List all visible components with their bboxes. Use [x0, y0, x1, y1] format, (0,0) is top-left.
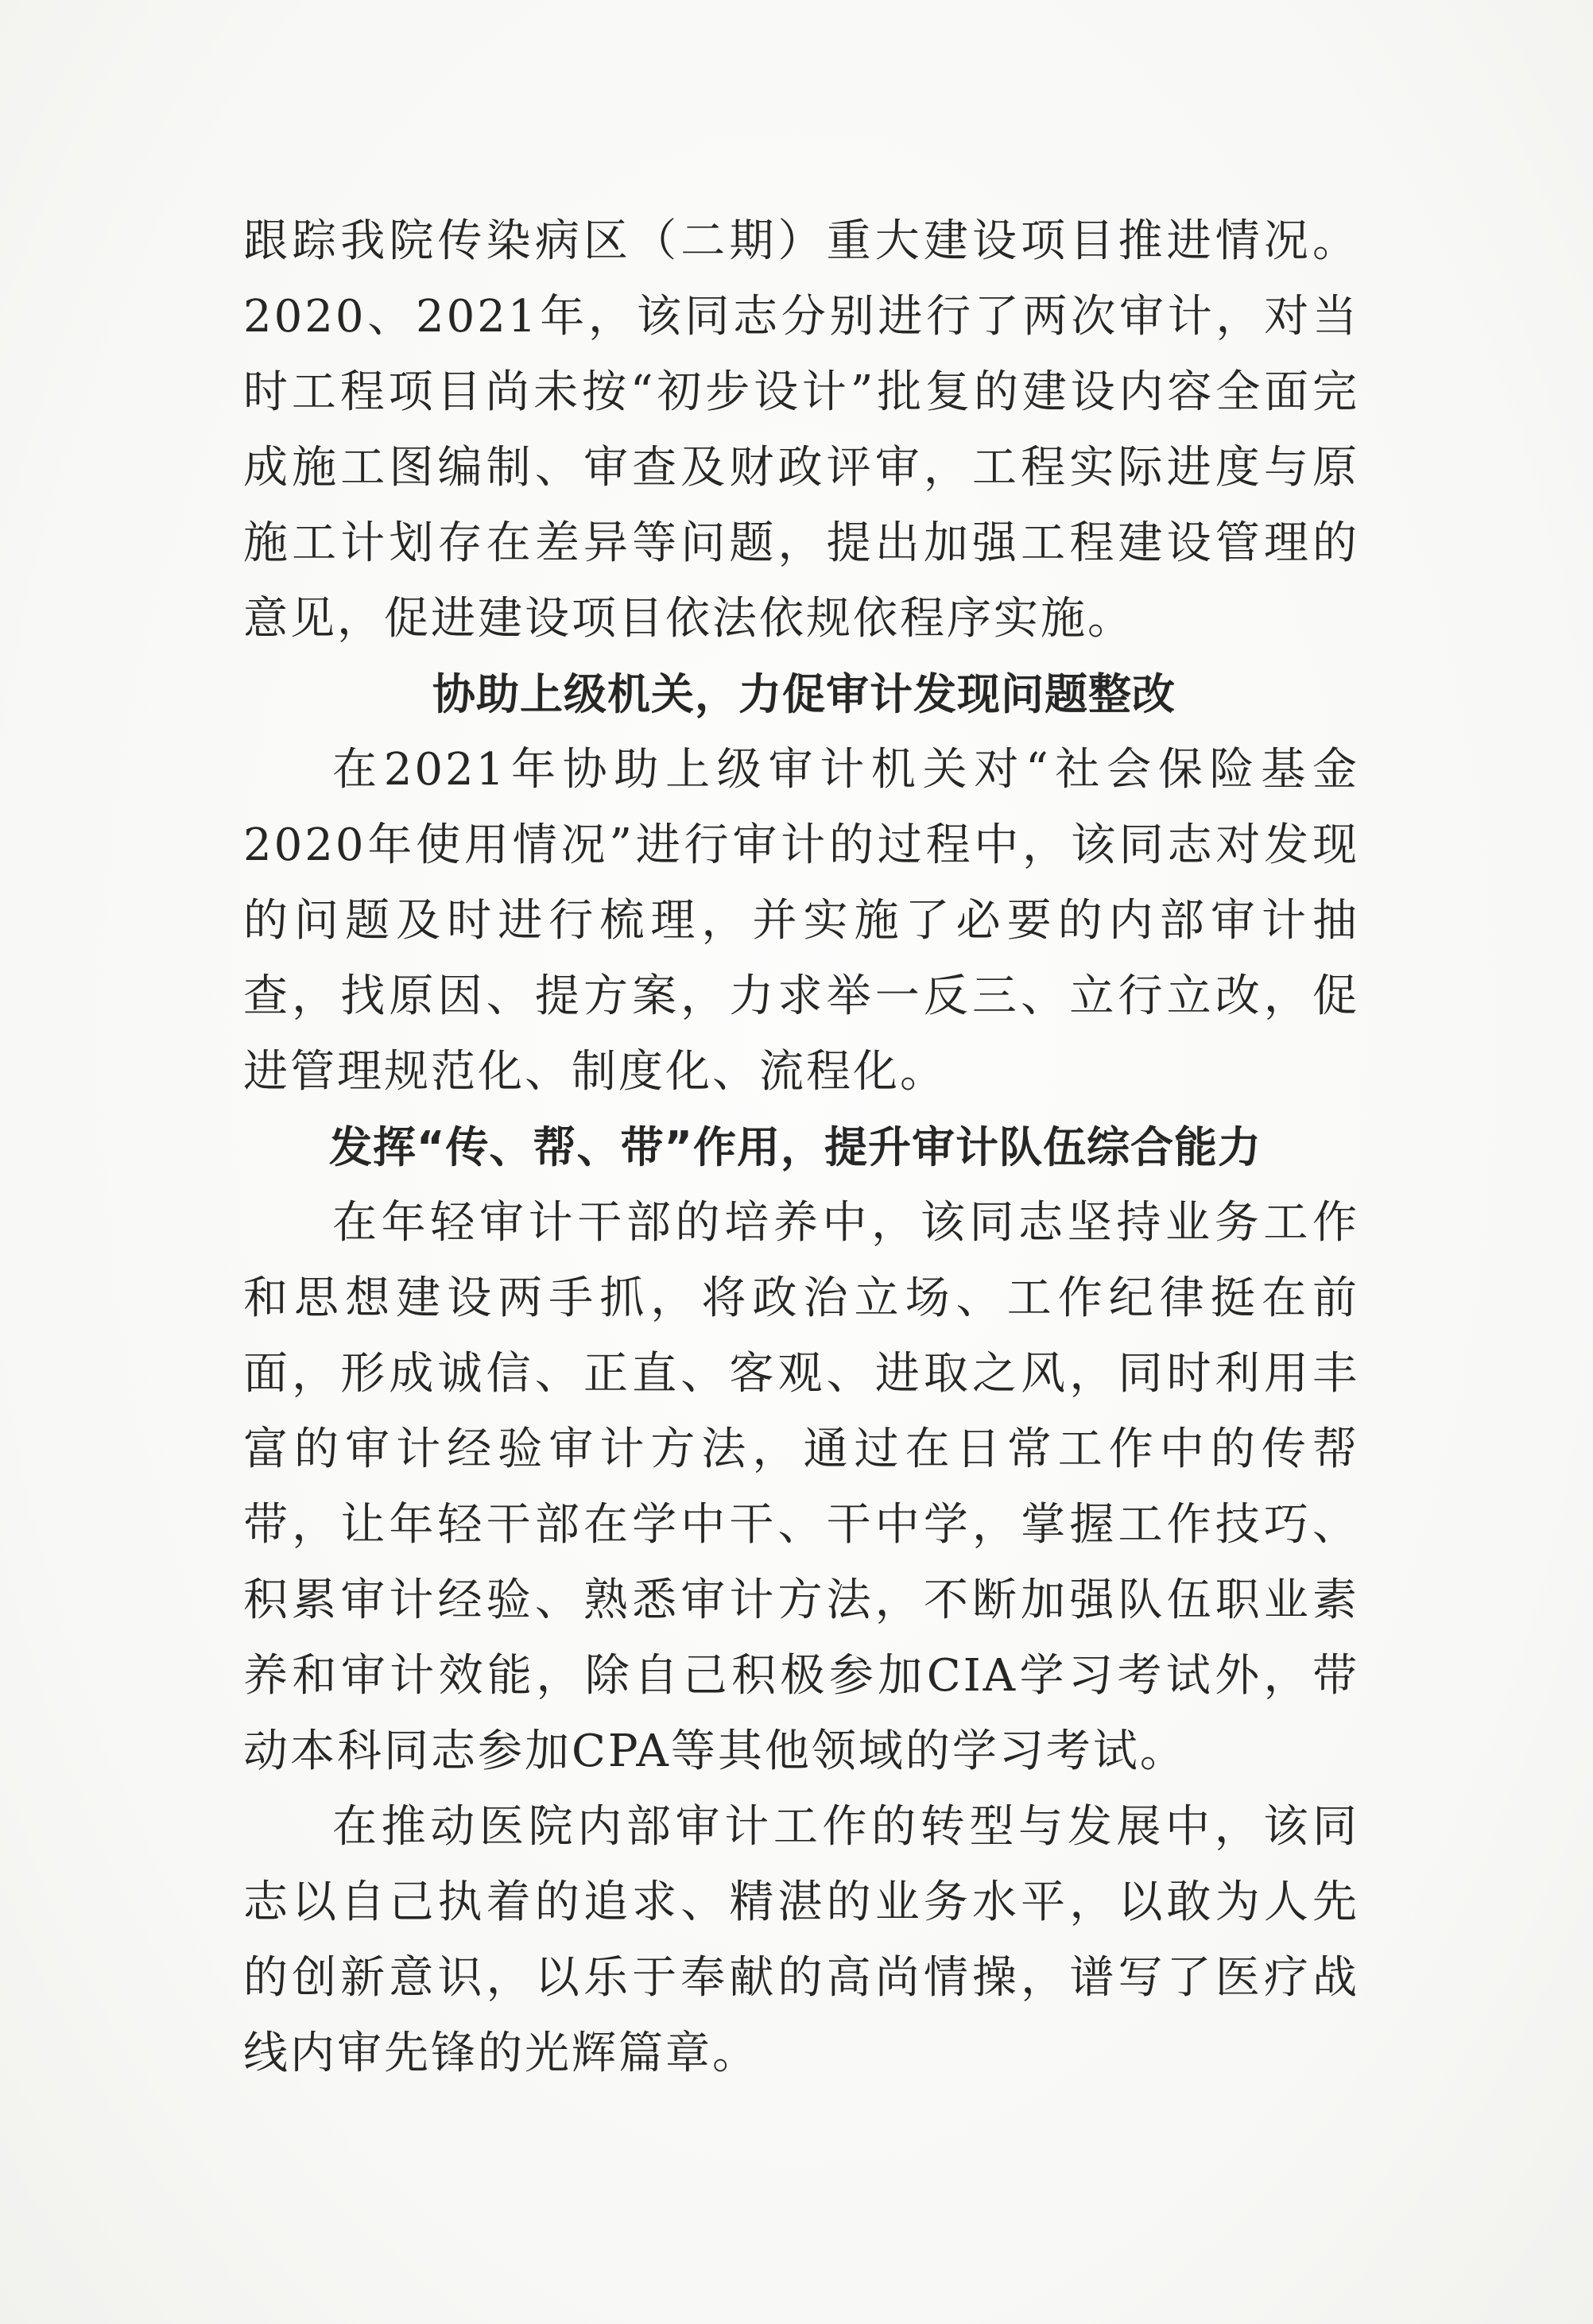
section-heading-2: 发挥“传、帮、带”作用，提升审计队伍综合能力 — [329, 1122, 1262, 1172]
paragraph-continued: 跟踪我院传染病区（二期）重大建设项目推进情况。2020、2021年，该同志分别进行了两次审计，对当时工程项目尚未按“初步设计”批复的建设内容全面完成施工图编制、审查及财政评审，工程实际进度与原施工计划存在差异等问题，提出加强工程建设管理的意见，促进建设项目依法依规依程序实施。 — [243, 215, 1359, 645]
section-heading-1: 协助上级机关，力促审计发现问题整改 — [432, 669, 1176, 719]
document-body — [243, 203, 1359, 2091]
paragraph-2: 在年轻审计干部的培养中，该同志坚持业务工作和思想建设两手抓，将政治立场、工作纪律挺在前面，形成诚信、正直、客观、进取之风，同时利用丰富的审计经验审计方法，通过在日常工作中的传帮带，让年轻干部在学中干、干中学，掌握工作技巧、积累审计经验、熟悉审计方法，不断加强队伍职业素养和审计效能，除自己积极参加CIA学习考试外，带动本科同志参加CPA等其他领域的学习考试。 — [243, 1197, 1359, 1777]
paragraph-1: 在2021年协助上级审计机关对“社会保险基金2020年使用情况”进行审计的过程中，该同志对发现的问题及时进行梳理，并实施了必要的内部审计抽查，找原因、提方案，力求举一反三、立行立改，促进管理规范化、制度化、流程化。 — [243, 744, 1359, 1098]
paragraph-3: 在推动医院内部审计工作的转型与发展中，该同志以自己执着的追求、精湛的业务水平，以敢为人先的创新意识，以乐于奉献的高尚情操，谱写了医疗战线内审先锋的光辉篇章。 — [243, 1801, 1359, 2079]
